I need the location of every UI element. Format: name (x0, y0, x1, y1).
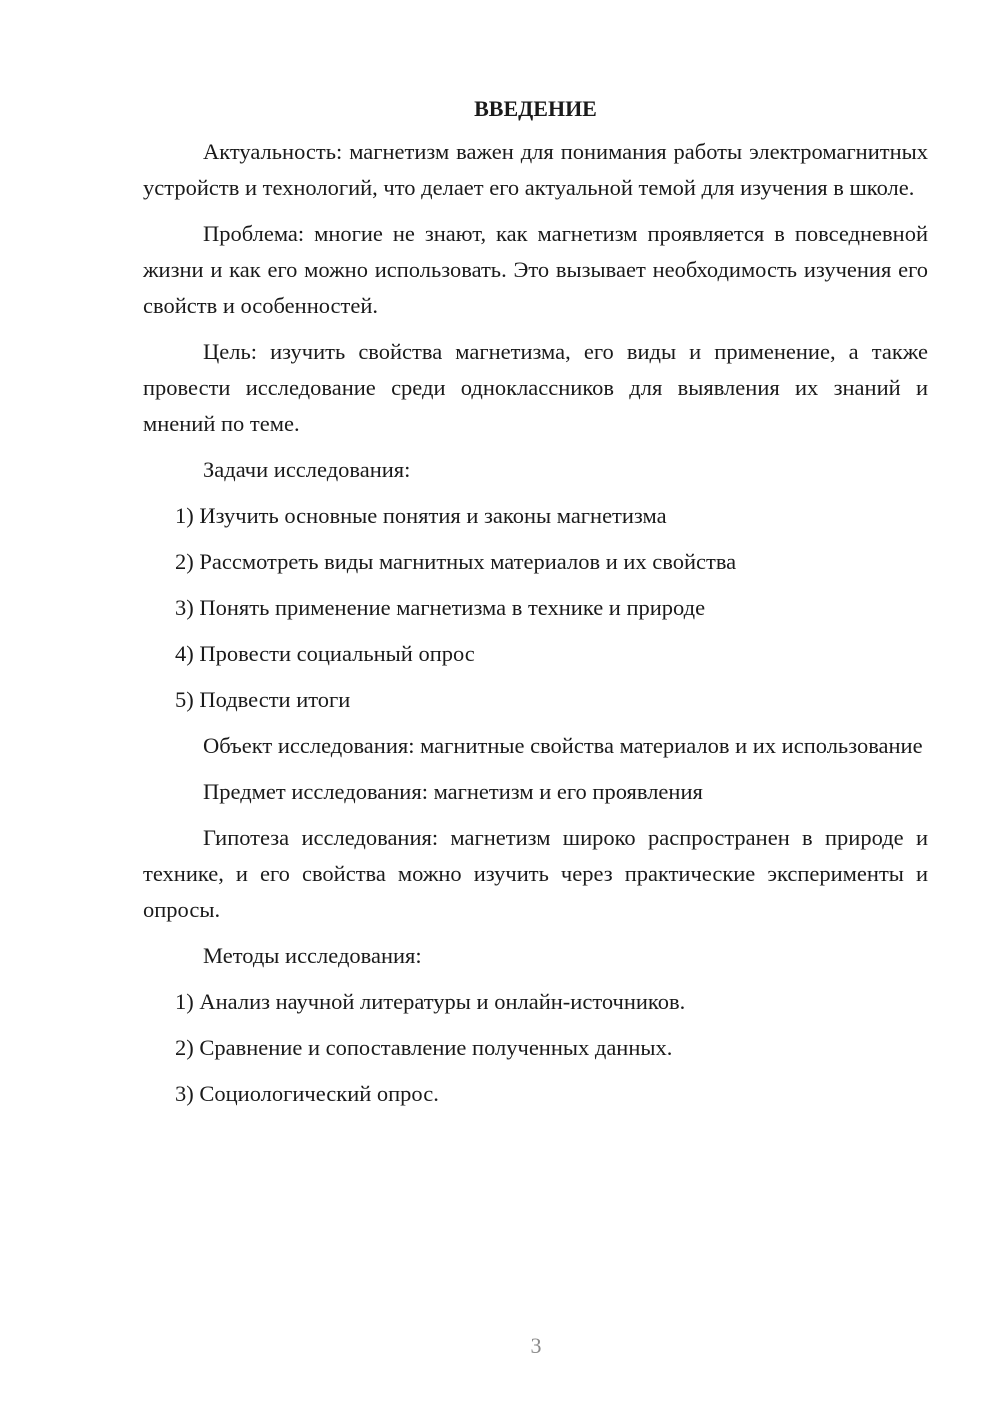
section-title: ВВЕДЕНИЕ (474, 96, 597, 121)
relevance-paragraph: Актуальность: магнетизм важен для понимания работы электромагнитных устройств и технологий, что делает его актуальной темой для изучения в школе. (143, 139, 928, 200)
list-item: 2) Сравнение и сопоставление полученных данных. (175, 1035, 673, 1060)
subject-paragraph: Предмет исследования: магнетизм и его проявления (203, 779, 703, 804)
list-item: 3) Социологический опрос. (175, 1081, 439, 1106)
tasks-list (143, 498, 928, 718)
list-item: 5) Подвести итоги (175, 687, 351, 712)
problem-paragraph: Проблема: многие не знают, как магнетизм проявляется в повседневной жизни и как его можно использовать. Это вызывает необходимость изучения его свойств и особенностей. (143, 221, 928, 318)
list-item: 1) Изучить основные понятия и законы магнетизма (175, 503, 667, 528)
list-item: 4) Провести социальный опрос (175, 641, 475, 666)
goal-paragraph: Цель: изучить свойства магнетизма, его виды и применение, а также провести исследование среди одноклассников для выявления их знаний и мнений по теме. (143, 339, 928, 436)
object-paragraph: Объект исследования: магнитные свойства материалов и их использование (203, 733, 923, 758)
tasks-heading: Задачи исследования: (203, 457, 411, 482)
methods-list (143, 984, 928, 1112)
list-item: 3) Понять применение магнетизма в технике и природе (175, 595, 706, 620)
list-item: 2) Рассмотреть виды магнитных материалов и их свойства (175, 549, 737, 574)
page-number: 3 (530, 1333, 542, 1358)
list-item: 1) Анализ научной литературы и онлайн-источников. (175, 989, 686, 1014)
hypothesis-paragraph: Гипотеза исследования: магнетизм широко распространен в природе и технике, и его свойства можно изучить через практические эксперименты и опросы. (143, 825, 928, 922)
methods-heading: Методы исследования: (203, 943, 422, 968)
document-page (143, 92, 928, 1122)
